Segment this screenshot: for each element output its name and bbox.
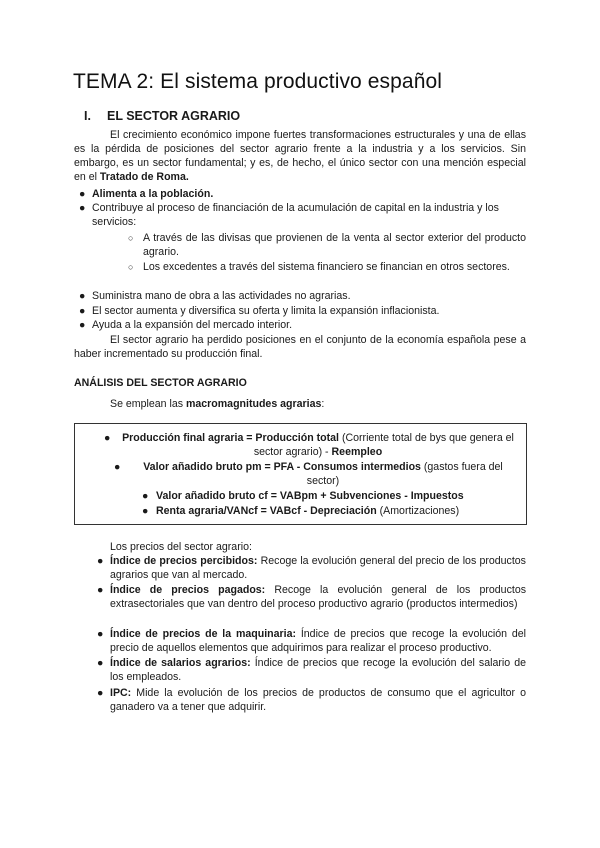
list-item: ● Índice de precios percibidos: Recoge la evolución general del precio de los productos agrarios que van al mercado. xyxy=(97,555,526,581)
section-title: EL SECTOR AGRARIO xyxy=(107,109,241,123)
box-item: ● Renta agraria/VANcf = VABcf - Depreciación (Amortizaciones) xyxy=(142,505,460,517)
intro-paragraph: El crecimiento económico impone fuertes transformaciones estructurales y una de ellas es la pérdida de posiciones del sector agrario frente a la industria y a los servicios. Sin embargo, es un sector fundamental; y es, de hecho, el único sector con una mención especial en el Tratado de Roma. xyxy=(74,129,526,183)
analysis-intro: Se emplean las macromagnitudes agrarias: xyxy=(110,398,325,410)
list-item: ● Contribuye al proceso de financiación de la acumulación de capital en la industria y los servicios: xyxy=(79,202,499,228)
list-item: ● Suministra mano de obra a las actividades no agrarias. xyxy=(79,290,351,302)
closing-paragraph: El sector agrario ha perdido posiciones en el conjunto de la economía española pese a haber incrementado su producción final. xyxy=(74,334,526,360)
box-item: ● Valor añadido bruto cf = VABpm + Subvenciones - Impuestos xyxy=(142,490,464,502)
sub-list-item: ○ A través de las divisas que provienen de la venta al sector exterior del producto agrario. xyxy=(128,232,526,258)
box-item: ● Producción final agraria = Producción total (Corriente total de bys que genera el sector agrario) - Reempleo xyxy=(104,432,514,458)
list-item: ● Índice de precios pagados: Recoge la evolución general de los productos extrasectoriales que van dentro del proceso productivo agrario (productos intermedios) xyxy=(97,584,527,610)
prices-intro: Los precios del sector agrario: xyxy=(110,541,252,553)
list-item: ● El sector aumenta y diversifica su oferta y limita la expansión inflacionista. xyxy=(79,305,440,317)
section-number: I. xyxy=(84,109,91,123)
macromagnitudes-box xyxy=(74,423,527,525)
list-item: ● Ayuda a la expansión del mercado interior. xyxy=(79,319,293,331)
box-item: ● Valor añadido bruto pm = PFA - Consumos intermedios (gastos fuera del sector) xyxy=(114,461,503,487)
list-item: ● IPC: Mide la evolución de los precios de productos de consumo que el agricultor o ganadero va a tener que adquirir. xyxy=(97,687,526,713)
analysis-heading: ANÁLISIS DEL SECTOR AGRARIO xyxy=(74,377,247,389)
list-item: ● Índice de salarios agrarios: Índice de precios que recoge la evolución del salario de los empleados. xyxy=(97,657,526,683)
list-item: ● Alimenta a la población. xyxy=(79,188,214,200)
sub-list-item: ○ Los excedentes a través del sistema financiero se financian en otros sectores. xyxy=(128,261,510,273)
section-heading xyxy=(84,109,240,123)
list-item: ● Índice de precios de la maquinaria: Índice de precios que recoge la evolución del precio de aquellos elementos que adquirimos para realizar el proceso productivo. xyxy=(97,628,526,654)
page-title: TEMA 2: El sistema productivo español xyxy=(73,70,443,93)
